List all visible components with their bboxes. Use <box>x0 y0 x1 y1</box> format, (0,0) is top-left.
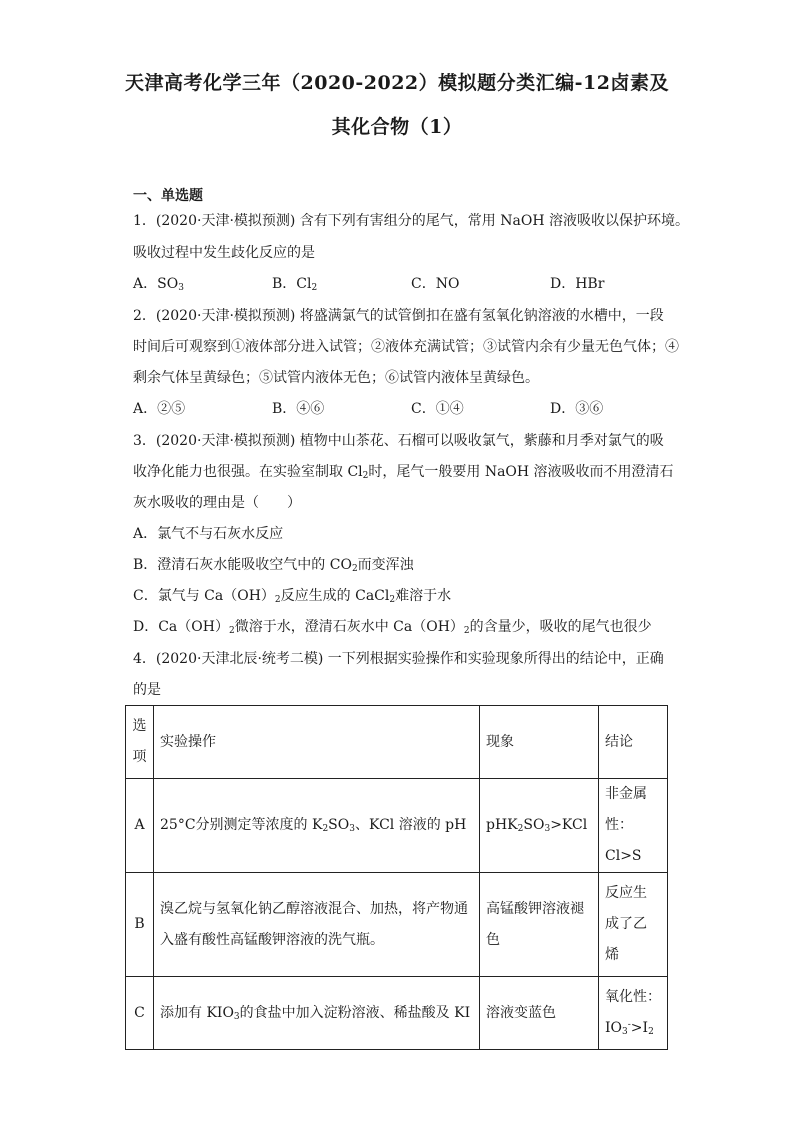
row-conclusion: 氧化性： $IO_3^->I_2$ <box>599 977 668 1050</box>
row-operation: 溴乙烷与氢氧化钠乙醇溶液混合、加热，将产物通 入盛有酸性高锰酸钾溶液的洗气瓶。 <box>154 873 480 977</box>
q3-option-b: B．澄清石灰水能吸收空气中的 $CO_2$而变浑浊 <box>133 557 414 574</box>
q2-option-d: D．③⑥ <box>550 401 604 417</box>
table-row <box>126 977 668 1050</box>
header-operation: 实验操作 <box>154 706 480 779</box>
row-conclusion: 非金属 性：Cl>S <box>599 779 668 873</box>
q2-option-b: B．④⑥ <box>272 401 325 417</box>
row-conclusion: 反应生 成了乙 烯 <box>599 873 668 977</box>
header-option: 选 项 <box>126 706 154 779</box>
document-title-line-1: 天津高考化学三年（2020-2022）模拟题分类汇编-12卤素及 <box>125 72 669 94</box>
header-phenomenon: 现象 <box>480 706 599 779</box>
q1-stem-line-1: 1．(2020·天津·模拟预测) 含有下列有害组分的尾气，常用 NaOH 溶液吸收以保护环境。 <box>133 213 689 229</box>
table-row <box>126 873 668 977</box>
header-conclusion: 结论 <box>599 706 668 779</box>
row-option: C <box>126 977 154 1050</box>
q1-option-a: A．$SO_3$ <box>133 276 184 293</box>
section-heading: 一、单选题 <box>133 188 203 204</box>
q1-option-b: B．$Cl_2$ <box>272 276 318 293</box>
q3-option-c: C．氯气与 $Ca(OH)_2$反应生成的 CaCl$_2$难溶于水 <box>133 588 452 605</box>
q2-stem-line-2: 时间后可观察到①液体部分进入试管；②液体充满试管；③试管内余有少量无色气体；④ <box>133 339 679 355</box>
row-operation: 添加有 $KIO_3$的食盐中加入淀粉溶液、稀盐酸及 KI <box>154 977 480 1050</box>
q1-option-c: C．NO <box>411 276 460 292</box>
q2-option-a: A．②⑤ <box>133 401 186 417</box>
table-header-row <box>126 706 668 779</box>
q2-stem-line-3: 剩余气体呈黄绿色；⑤试管内液体无色；⑥试管内液体呈黄绿色。 <box>133 370 539 386</box>
row-phenomenon: 高锰酸钾溶液褪 色 <box>480 873 599 977</box>
q1-option-d: D．HBr <box>550 276 605 292</box>
row-option: A <box>126 779 154 873</box>
q2-stem-line-1: 2．(2020·天津·模拟预测) 将盛满氯气的试管倒扣在盛有氢氧化钠溶液的水槽中，一段 <box>133 308 664 324</box>
q3-option-d: D．$Ca(OH)_2$微溶于水，澄清石灰水中 $Ca(OH)_2$的含量少，吸收的尾气也很少 <box>133 619 652 636</box>
q3-stem-line-2: 收净化能力也很强。在实验室制取 $Cl_2$时，尾气一般要用 NaOH 溶液吸收而不用澄清石 <box>133 464 674 481</box>
table-row <box>126 779 668 873</box>
row-phenomenon: 溶液变蓝色 <box>480 977 599 1050</box>
q1-stem-line-2: 吸收过程中发生歧化反应的是 <box>133 245 315 261</box>
q3-stem-line-1: 3．(2020·天津·模拟预测) 植物中山茶花、石榴可以吸收氯气，紫藤和月季对氯气的吸 <box>133 433 664 449</box>
row-phenomenon: $pHK_2SO_3>KCl$ <box>480 779 599 873</box>
row-option: B <box>126 873 154 977</box>
row-operation: 25°C分别测定等浓度的 $K_2SO_3$、KCl 溶液的 pH <box>154 779 480 873</box>
q4-stem-line-1: 4．(2020·天津北辰·统考二模) 一下列根据实验操作和实验现象所得出的结论中，正确 <box>133 651 664 667</box>
q3-stem-line-3: 灰水吸收的理由是（ ） <box>133 495 301 511</box>
experiment-table <box>125 705 668 1050</box>
q3-option-a: A．氯气不与石灰水反应 <box>133 526 284 542</box>
q2-option-c: C．①④ <box>411 401 464 417</box>
document-title-line-2: 其化合物（1） <box>331 116 463 138</box>
q4-stem-line-2: 的是 <box>133 682 161 698</box>
